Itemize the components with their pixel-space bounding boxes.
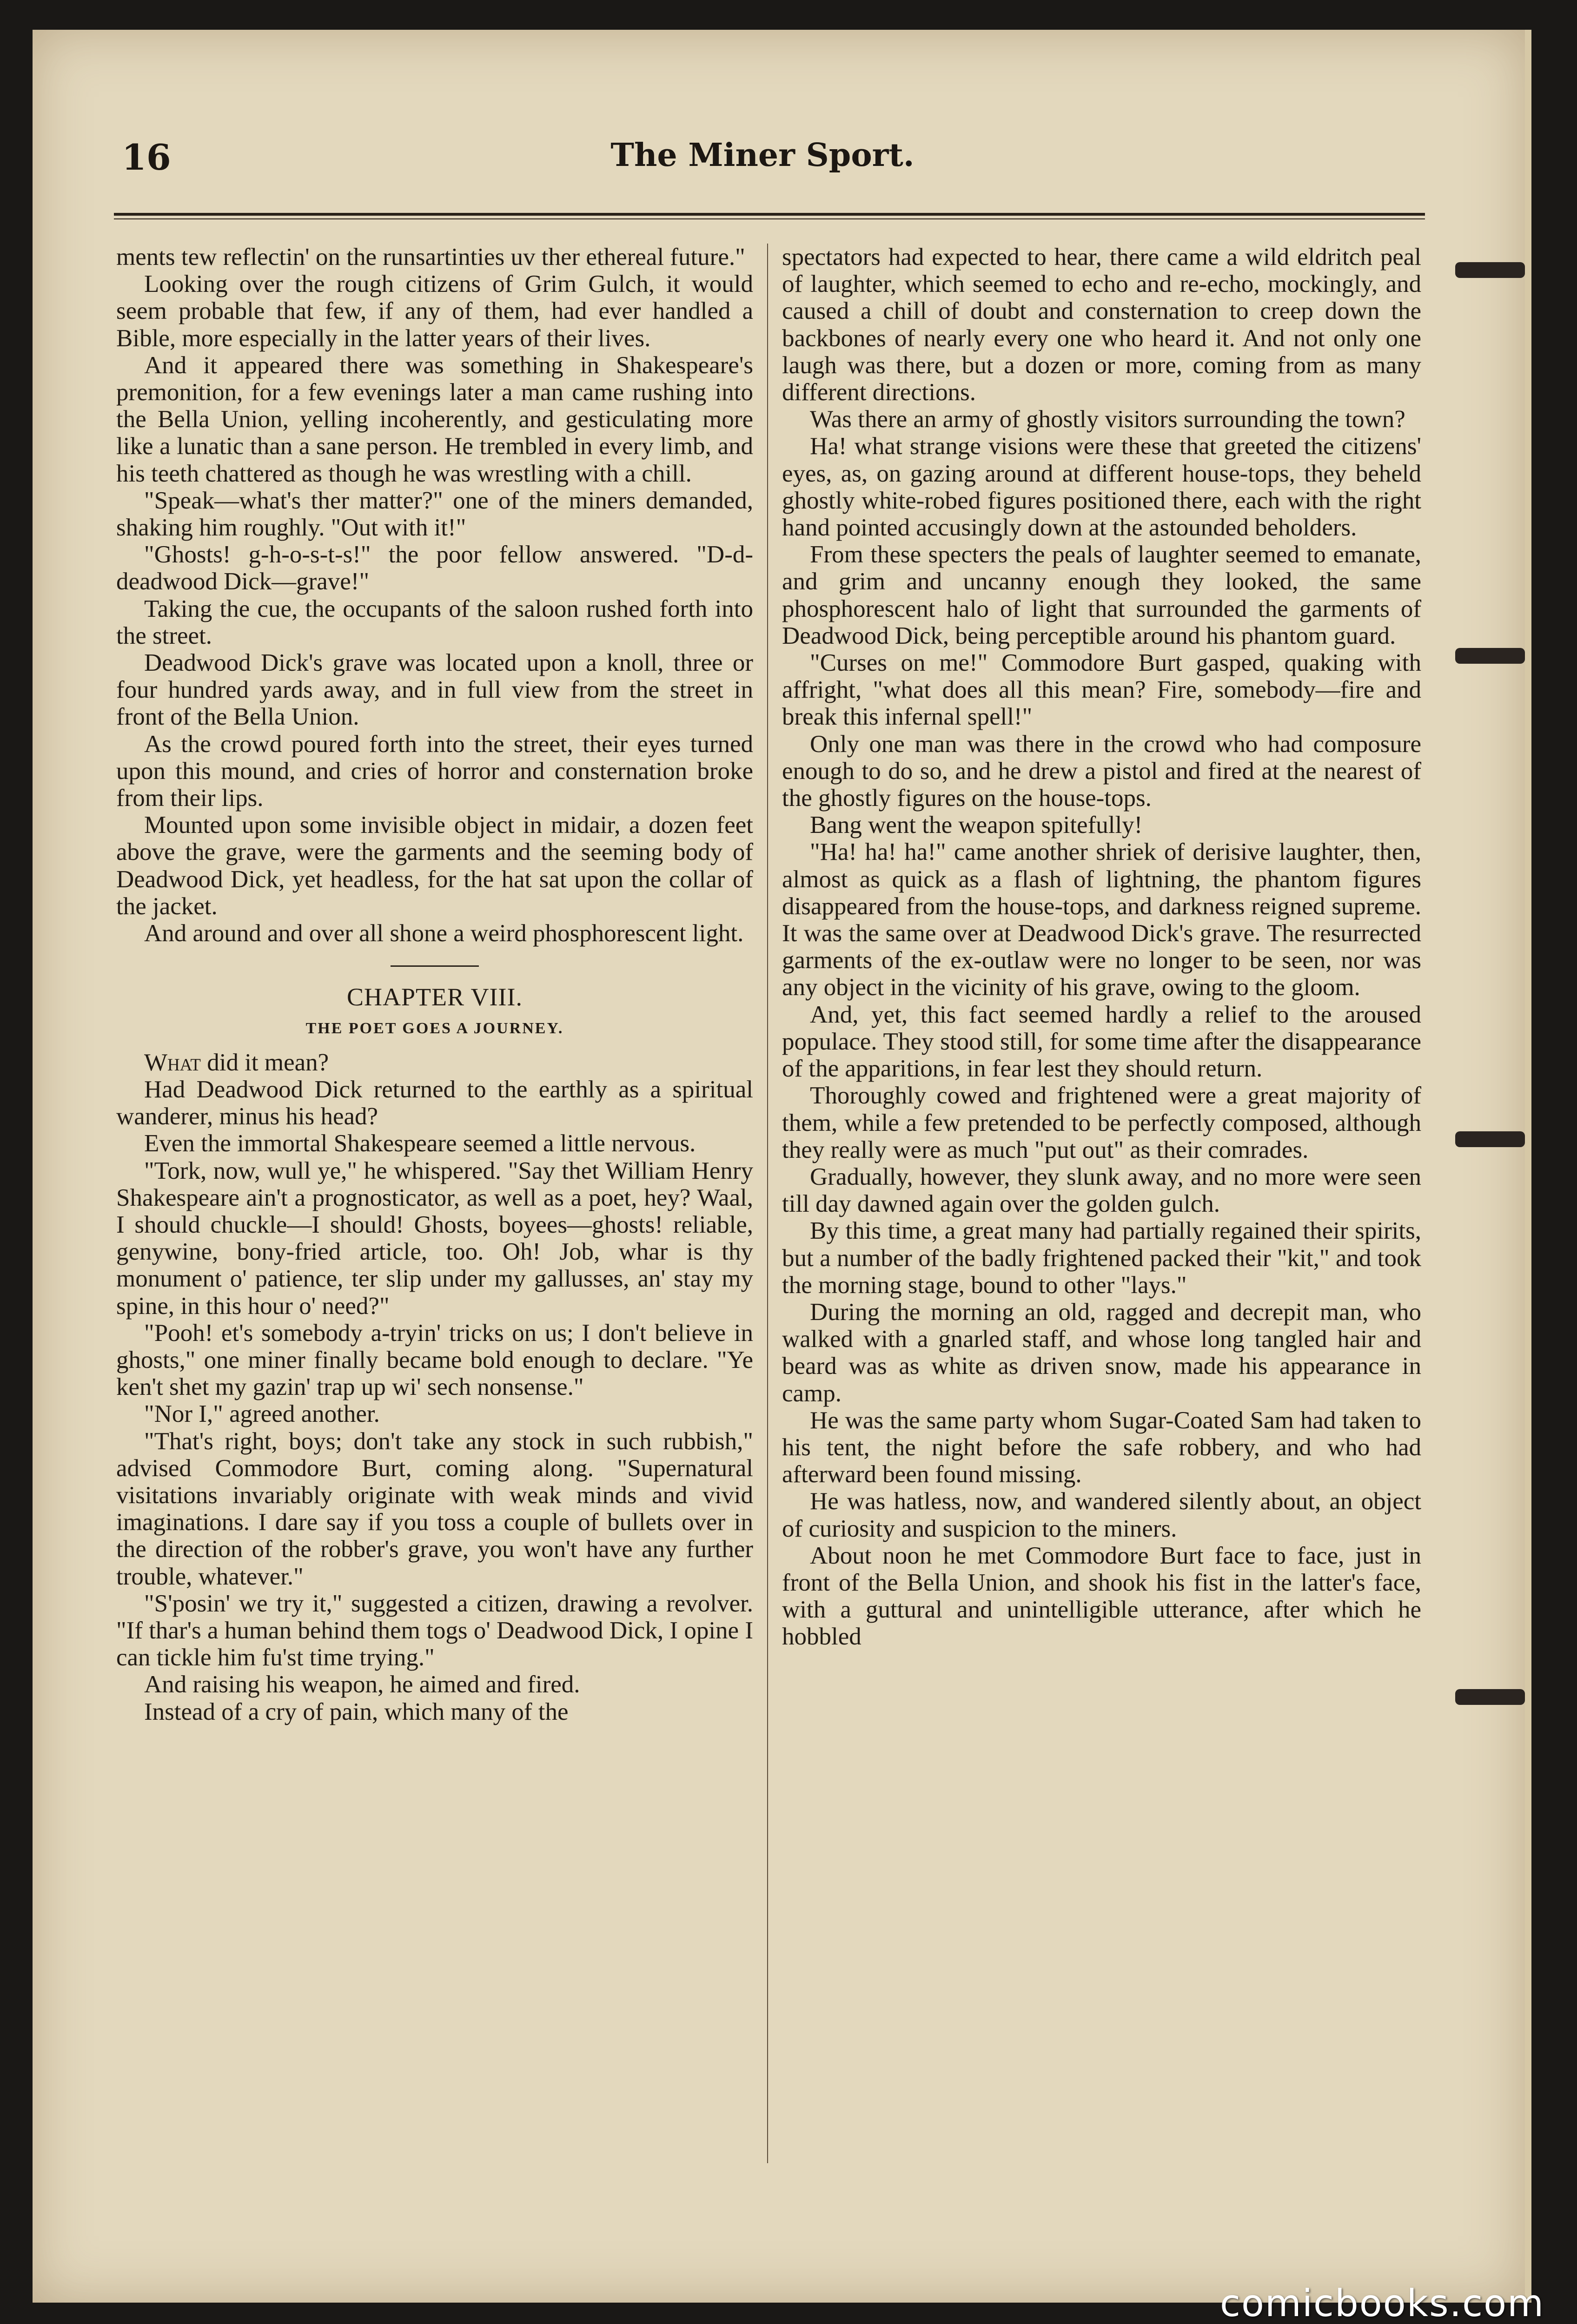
- paragraph: "Ghosts! g-h-o-s-t-s!" the poor fellow answered. "D-d-deadwood Dick—grave!": [116, 541, 753, 595]
- paragraph: Gradually, however, they slunk away, and no more were seen till day dawned again over the golden gulch.: [782, 1163, 1421, 1218]
- paragraph: "S'posin' we try it," suggested a citizen, drawing a revolver. "If thar's a human behind them togs o' Deadwood Dick, I opine I can tickle him fu'st time trying.": [116, 1590, 753, 1671]
- paragraph: Ha! what strange visions were these that greeted the citizens' eyes, as, on gazing around at different house-tops, they beheld ghostly white-robed figures positioned there, each with the right hand pointed accusingly down at the astounded beholders.: [782, 433, 1421, 541]
- paragraph: Deadwood Dick's grave was located upon a knoll, three or four hundred yards away, and in full view from the street in front of the Bella Union.: [116, 649, 753, 731]
- paragraph: Had Deadwood Dick returned to the earthly as a spiritual wanderer, minus his head?: [116, 1076, 753, 1130]
- header-rule: [114, 213, 1425, 216]
- paragraph: spectators had expected to hear, there came a wild eldritch peal of laughter, which seemed to echo and re-echo, mockingly, and caused a chill of doubt and consternation to creep down the backbones of nearly every one who heard it. And not only one laugh was there, but a dozen or more, coming from as many different directions.: [782, 244, 1421, 406]
- column-divider: [767, 244, 768, 2163]
- paragraph: During the morning an old, ragged and decrepit man, who walked with a gnarled staff, and whose long tangled hair and beard was as white as driven snow, made his appearance in camp.: [782, 1298, 1421, 1407]
- paragraph: And it appeared there was something in Shakespeare's premonition, for a few evenings later a man came rushing into the Bella Union, yelling incoherently, and gesticulating more like a lunatic than a sane person. He trembled in every limb, and his teeth chattered as though he was wrestling with a chill.: [116, 351, 753, 487]
- binding-mark: [1455, 1131, 1525, 1147]
- binding-mark: [1455, 648, 1525, 664]
- paragraph: About noon he met Commodore Burt face to face, just in front of the Bella Union, and shook his fist in the latter's face, with a guttural and unintelligible utterance, after which he hobbled: [782, 1542, 1421, 1651]
- binding-mark: [1455, 262, 1525, 278]
- paragraph: As the crowd poured forth into the street, their eyes turned upon this mound, and cries of horror and consternation broke from their lips.: [116, 730, 753, 812]
- paragraph: He was the same party whom Sugar-Coated Sam had taken to his tent, the night before the safe robbery, and who had afterward been found missing.: [782, 1406, 1421, 1488]
- document-page: [33, 30, 1531, 2303]
- paragraph: "Ha! ha! ha!" came another shriek of derisive laughter, then, almost as quick as a flash of lightning, the phantom figures disappeared from the house-tops, and darkness reigned supreme. It was the same over at Deadwood Dick's grave. The resurrected garments of the ex-outlaw were no longer to be seen, nor was any object in the vicinity of his grave, owing to the gloom.: [782, 838, 1421, 1001]
- paragraph: "Pooh! et's somebody a-tryin' tricks on us; I don't believe in ghosts," one miner finally became bold enough to declare. "Ye ken't shet my gazin' trap up wi' sech nonsense.": [116, 1319, 753, 1401]
- paragraph: And, yet, this fact seemed hardly a relief to the aroused populace. They stood still, for some time after the disappearance of the apparitions, in fear lest they should return.: [782, 1001, 1421, 1083]
- paragraph: Only one man was there in the crowd who had composure enough to do so, and he drew a pistol and fired at the nearest of the ghostly figures on the house-tops.: [782, 730, 1421, 812]
- paragraph: Mounted upon some invisible object in midair, a dozen feet above the grave, were the garments and the seeming body of Deadwood Dick, yet headless, for the hat sat upon the collar of the jacket.: [116, 812, 753, 920]
- page-header: [88, 137, 1437, 202]
- chapter-title: CHAPTER VIII.: [346, 983, 523, 1011]
- chapter-opening-paragraph: [116, 1049, 753, 1076]
- paragraph: Taking the cue, the occupants of the saloon rushed forth into the street.: [116, 595, 753, 649]
- paragraph: From these specters the peals of laughter seemed to emanate, and grim and uncanny enough they looked, the same phosphorescent halo of light that surrounded the garments of Deadwood Dick, being perceptible around his phantom guard.: [782, 541, 1421, 649]
- page-number: 16: [122, 137, 171, 178]
- paragraph: "Tork, now, wull ye," he whispered. "Say thet William Henry Shakespeare ain't a prognosticator, as well as a poet, hey? Waal, I should chuckle—I should! Ghosts, boyees—ghosts! reliable, genywine, bony-fried article, too. Oh! Job, whar is thy monument o' patience, ter slip under my gallusses, an' stay my spine, in this hour o' need?": [116, 1157, 753, 1320]
- binding-mark: [1455, 1689, 1525, 1705]
- opening-text: did it mean?: [200, 1049, 329, 1076]
- paragraph: "Speak—what's ther matter?" one of the miners demanded, shaking him roughly. "Out with it!": [116, 487, 753, 541]
- chapter-divider: [391, 965, 479, 967]
- paragraph: "Nor I," agreed another.: [144, 1400, 380, 1428]
- paragraph: Was there an army of ghostly visitors surrounding the town?: [810, 406, 1405, 433]
- header-rule-thin: [114, 218, 1425, 219]
- paragraph: ments tew reflectin' on the runsartinties uv ther ethereal future.": [116, 244, 745, 271]
- chapter-subtitle: THE POET GOES A JOURNEY.: [305, 1020, 564, 1037]
- paragraph: And around and over all shone a weird phosphorescent light.: [144, 920, 744, 947]
- paragraph: He was hatless, now, and wandered silently about, an object of curiosity and suspicion to the miners.: [782, 1488, 1421, 1542]
- paragraph: Even the immortal Shakespeare seemed a little nervous.: [144, 1130, 696, 1157]
- paragraph: By this time, a great many had partially regained their spirits, but a number of the badly frightened packed their "kit," and took the morning stage, bound to other "lays.": [782, 1217, 1421, 1299]
- opening-word: What: [144, 1049, 201, 1076]
- watermark-text: comicbooks.com: [1219, 2282, 1544, 2324]
- left-column: [116, 244, 753, 1725]
- right-column: [782, 244, 1421, 1651]
- running-title: The Miner Sport.: [610, 137, 914, 174]
- paragraph: "That's right, boys; don't take any stock in such rubbish," advised Commodore Burt, coming along. "Supernatural visitations invariably originate with weak minds and vivid imaginations. I dare say if you toss a couple of bullets over in the direction of the robber's grave, you won't have any further trouble, whatever.": [116, 1427, 753, 1590]
- paragraph: And raising his weapon, he aimed and fired.: [144, 1671, 580, 1698]
- paragraph: Instead of a cry of pain, which many of the: [144, 1698, 569, 1725]
- paragraph: Thoroughly cowed and frightened were a great majority of them, while a few pretended to be perfectly composed, although they really were as much "put out" as their comrades.: [782, 1082, 1421, 1163]
- paragraph: Looking over the rough citizens of Grim Gulch, it would seem probable that few, if any of them, had ever handled a Bible, more especially in the latter years of their lives.: [116, 271, 753, 352]
- paragraph: "Curses on me!" Commodore Burt gasped, quaking with affright, "what does all this mean? Fire, somebody—fire and break this infernal spell!": [782, 649, 1421, 731]
- paragraph: Bang went the weapon spitefully!: [810, 812, 1143, 839]
